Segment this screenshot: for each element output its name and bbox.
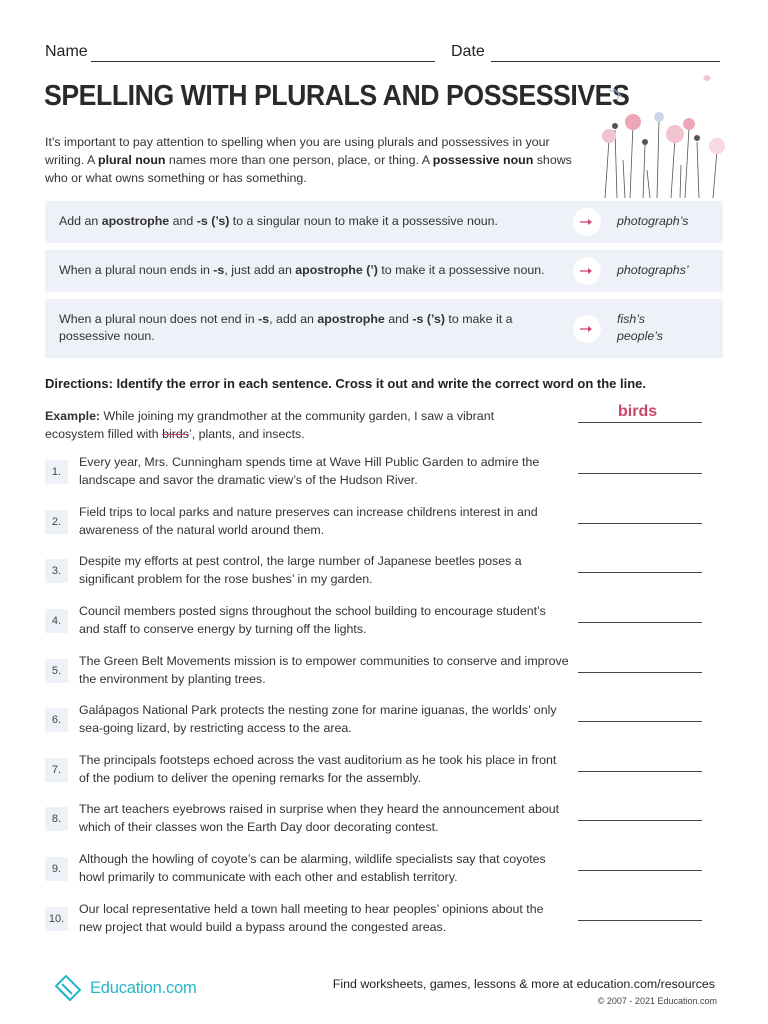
rule-text: Add an apostrophe and -s (’s) to a singular noun to make it a possessive noun. xyxy=(59,214,498,228)
question-item xyxy=(45,703,725,746)
question-text: The art teachers eyebrows raised in surprise when they heard the announcement about which of their classes won the Earth Day door decorating contest. xyxy=(79,802,560,834)
directions: Directions: Identify the error in each sentence. Cross it out and write the correct word on the line. xyxy=(45,376,647,391)
answer-line[interactable] xyxy=(578,919,702,921)
question-text: Despite my efforts at pest control, the large number of Japanese beetles poses a significant problem for the rose bushes’ in my garden. xyxy=(79,554,522,586)
question-item xyxy=(45,604,725,647)
arrow-icon xyxy=(573,208,601,236)
question-text: The principals footsteps echoed across the vast auditorium as he took his place in front of the podium to deliver the opening remarks for the assembly. xyxy=(79,753,557,785)
rule-row xyxy=(45,250,723,292)
arrow-icon xyxy=(573,257,601,285)
answer-line[interactable] xyxy=(578,671,702,673)
question-number: 1. xyxy=(45,460,68,484)
name-line[interactable] xyxy=(91,61,435,62)
page-title: SPELLING WITH PLURALS AND POSSESSIVES xyxy=(44,80,630,112)
question-number: 4. xyxy=(45,609,68,633)
question-item xyxy=(45,852,725,895)
answer-line[interactable] xyxy=(578,522,702,524)
question-item xyxy=(45,802,725,845)
answer-line[interactable] xyxy=(578,571,702,573)
name-date-header xyxy=(45,43,720,67)
answer-line[interactable] xyxy=(578,472,702,474)
question-text: The Green Belt Movements mission is to empower communities to conserve and improve the environment by planting trees. xyxy=(79,654,569,686)
date-line[interactable] xyxy=(491,61,720,62)
education-logo-icon xyxy=(52,972,84,1004)
question-number: 3. xyxy=(45,559,68,583)
question-number: 6. xyxy=(45,708,68,732)
answer-line[interactable] xyxy=(578,770,702,772)
rule-text: When a plural noun does not end in -s, add an apostrophe and -s (’s) to make it a possessive noun. xyxy=(59,312,513,343)
name-label: Name xyxy=(45,43,88,60)
footer-tagline[interactable]: Find worksheets, games, lessons & more at education.com/resources xyxy=(332,977,715,991)
question-item xyxy=(45,753,725,796)
example-answer: birds xyxy=(618,403,658,420)
intro-paragraph: It’s important to pay attention to spelling when you are using plurals and possessives in your writing. A plural noun names more than one person, place, or thing. A possessive noun shows who or what owns something or has something. xyxy=(45,135,572,185)
flower-illustration xyxy=(585,70,735,200)
question-text: Galápagos National Park protects the nesting zone for marine iguanas, the worlds’ only sea-going lizard, by restricting access to the area. xyxy=(79,703,557,735)
rule-example: photographs’ xyxy=(617,263,689,277)
example-sentence: Example: While joining my grandmother at the community garden, I saw a vibrant ecosystem filled with birds’, plants, and insects. xyxy=(45,409,495,441)
answer-line[interactable] xyxy=(578,720,702,722)
arrow-icon xyxy=(573,315,601,343)
rule-example: fish’s people’s xyxy=(617,312,663,343)
rule-text: When a plural noun ends in -s, just add an apostrophe (’) to make it a possessive noun. xyxy=(59,263,545,277)
question-number: 10. xyxy=(45,907,68,931)
education-logo[interactable] xyxy=(52,972,197,1004)
question-text: Every year, Mrs. Cunningham spends time at Wave Hill Public Garden to admire the landscape and savor the dramatic view’s of the Hudson River. xyxy=(79,455,540,487)
question-number: 2. xyxy=(45,510,68,534)
question-item xyxy=(45,902,725,945)
answer-line[interactable] xyxy=(578,621,702,623)
question-text: Council members posted signs throughout the school building to encourage student’s and staff to conserve energy by turning off the lights. xyxy=(79,604,546,636)
question-number: 8. xyxy=(45,807,68,831)
question-number: 9. xyxy=(45,857,68,881)
question-text: Although the howling of coyote’s can be alarming, wildlife specialists say that coyotes howl primarily to communicate with each other and establish territory. xyxy=(79,852,546,884)
rule-row xyxy=(45,201,723,243)
question-item xyxy=(45,654,725,697)
question-item xyxy=(45,554,725,597)
question-item xyxy=(45,455,725,498)
question-number: 5. xyxy=(45,659,68,683)
answer-line[interactable] xyxy=(578,819,702,821)
question-item xyxy=(45,505,725,548)
struck-word: birds xyxy=(162,427,189,441)
example-answer-line xyxy=(578,402,702,423)
question-number: 7. xyxy=(45,758,68,782)
answer-line[interactable] xyxy=(578,869,702,871)
date-label: Date xyxy=(451,43,485,60)
question-text: Our local representative held a town hall meeting to hear peoples’ opinions about the new project that would build a bypass around the congested areas. xyxy=(79,902,544,934)
rule-example: photograph’s xyxy=(617,214,689,228)
copyright: © 2007 - 2021 Education.com xyxy=(597,996,717,1006)
rule-row xyxy=(45,299,723,358)
question-text: Field trips to local parks and nature preserves can increase childrens interest in and awareness of the natural world around them. xyxy=(79,505,538,537)
brand-name: Education.com xyxy=(90,978,197,997)
